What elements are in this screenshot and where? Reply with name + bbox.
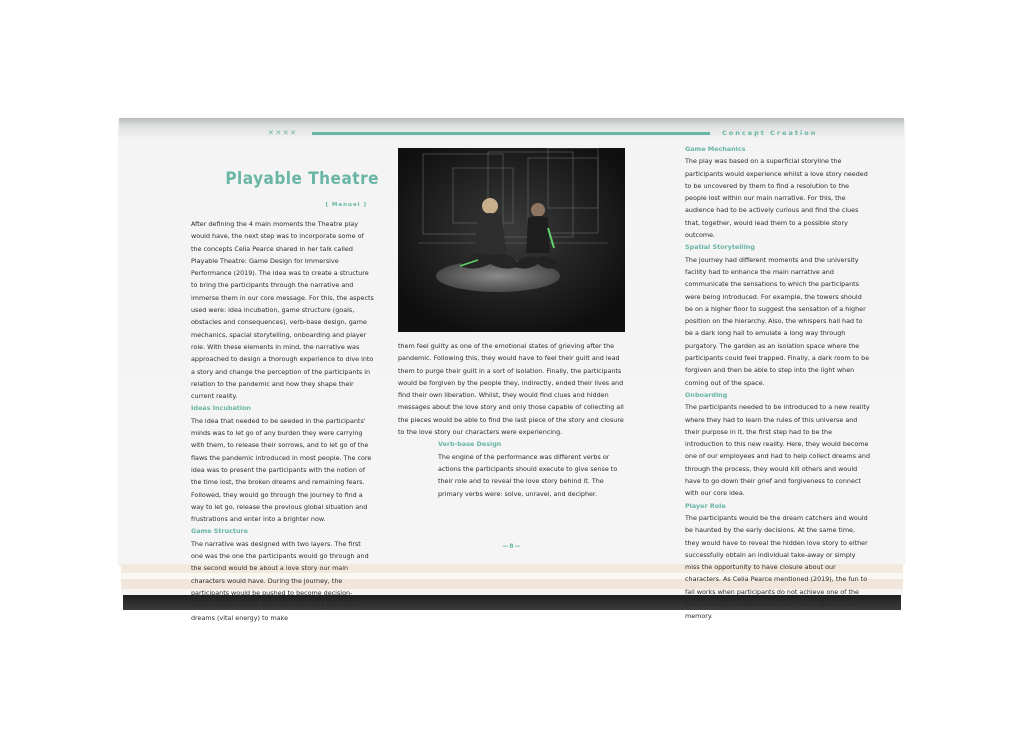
subheading: Player Role bbox=[685, 501, 726, 510]
paragraph: After defining the 4 main moments the Theatre play would have, the next step was to incorporate some of the concepts Celia Pearce shared in her talk called Playable Theatre: Game Design for Immersive Performance (2019). The idea was to create a structure to bring the participants through the narrative and immerse them in our core message. For this, the aspects used were: idea incubation, game structure (goals, obstacles and consequences), verb-base design, game mechanics, spacial storytelling, onboarding and player role. With these elements in mind, the narrative was approached to design a thorough experience to dive into a story and change the perception of the participants in relation to the pandemic and how they shape their current reality. bbox=[191, 220, 374, 401]
paragraph: The play was based on a superficial storyline the participants would experience whilst a love story needed to be uncovered by them to find a resolution to the people lost within our main narrative. For this, the audience had to be actively curious and find the clues that, together, would lead them to a possible story outcome. bbox=[685, 157, 868, 240]
subheading: Onboarding bbox=[685, 390, 728, 399]
text-column-1 bbox=[151, 218, 374, 624]
header-rule bbox=[312, 132, 710, 135]
paragraph: The journey had different moments and the university facility had to enhance the main narrative and communicate the sensations to which the participants were being introduced. For example, the towers should be on a higher floor to suggest the sensation of a higher position on the hierarchy. Also, the whispers hall had to be a dark long hall to emulate a long way through purgatory. The garden as an isolation space where the participants could feel trapped. Finally, a dark room to be forgiven and then be able to step into the light when coming out of the space. bbox=[685, 255, 870, 387]
paragraph: The narrative was designed with two layers. The first one was the one the participants would go through and the second would be about a love story our main characters would have. During the journey, the participants would be pushed to become decision-makers about others' lives when catching the victims' dreams (vital energy) to make bbox=[191, 539, 369, 622]
text-column-3 bbox=[645, 143, 871, 623]
text-column-2 bbox=[398, 340, 625, 500]
header-marks: ✕✕✕✕ bbox=[268, 129, 298, 137]
subheading: Ideas Incubation bbox=[191, 404, 251, 413]
paragraph: The engine of the performance was different verbs or actions the participants should execute to give sense to their role and to reveal the love story behind it. The primary verbs were: solve, unravel, and decipher. bbox=[438, 452, 618, 498]
subheading: Game Structure bbox=[191, 527, 249, 536]
subheading: Game Mechanics bbox=[685, 145, 746, 153]
paragraph: The participants needed to be introduced to a new reality where they had to learn the rules of this universe and their purpose in it, the first step had to be the introduction to this new reality. Here, they would become one of our employees and had to help collect dreams and through the process, they would kill others and would have to go down their grief and forgiveness to connect with our core idea. bbox=[685, 403, 870, 498]
paragraph: The idea that needed to be seeded in the participants' minds was to let go of any burden they were carrying with them, to release their sorrows, and to let go of the flaws the pandemic introduced in most people. The core idea was to present the participants with the notion of the time lost, the broken dreams and remaining fears. Followed, they would go through the journey to find a way to let go, release the previous global situation and frustrations and enter into a brighter now. bbox=[191, 416, 372, 524]
page-number: —8— bbox=[502, 543, 522, 550]
page-title: Playable Theatre bbox=[225, 169, 379, 189]
paragraph: them feel guilty as one of the emotional states of grieving after the pandemic. Following this, they would have to feel their guilt and lead them to purge their guilt in a sort of isolation. Finally, the participants would be forgiven by the people they, indirectly, ended their lives and find their own liberation. Whilst, they would find clues and hidden messages about the love story and only those capable of collecting all the pieces would be able to find the last piece of the story and closure to the love story our characters were experiencing. bbox=[398, 342, 624, 437]
subheading: Spatial Storytelling bbox=[685, 243, 755, 252]
performance-photo bbox=[398, 148, 625, 332]
paragraph: The participants would be the dream catchers and would be haunted by the early decisions. At the same time, they would have to reveal the hidden love story to either successfully obtain an individual take-away or simply miss the opportunity to have closure about our characters. As Celia Pearce mentioned (2019), the fun to fail works when participants do not achieve one of the goals making the experience itself last longer in their memory. bbox=[685, 513, 868, 621]
author-label: [ Manuel ] bbox=[325, 202, 367, 208]
performance-photo-image bbox=[398, 148, 625, 332]
section-title: Concept Creation bbox=[722, 129, 818, 137]
subheading: Verb-base Design bbox=[438, 440, 502, 449]
